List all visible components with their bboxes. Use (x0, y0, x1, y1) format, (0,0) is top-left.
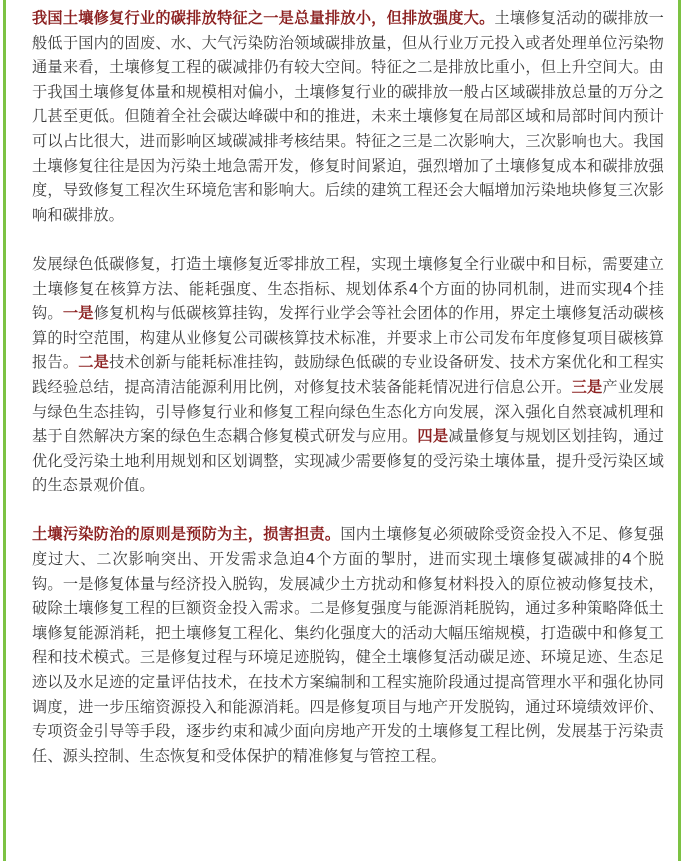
article-frame (3, 0, 681, 861)
paragraph-intro: 发展绿色低碳修复，打造土壤修复近零排放工程，实现土壤修复全行业碳中和目标，需要建立土壤修复在核算方法、能耗强度、生态指标、规划体系4个方面的协同机制，进而实现4个挂钩。 (32, 254, 664, 323)
point-text-1: 修复机构与低碳核算挂钩，发挥行业学会等社会团体的作用，界定土壤修复活动碳核算的时空范围，构建从业修复公司碳核算技术标准，并要求上市公司发布年度修复项目碳核算报告。 (32, 304, 664, 372)
paragraph-green-low-carbon (32, 252, 664, 498)
paragraph-text: 土壤修复活动的碳排放一般低于国内的固废、水、大气污染防治领域碳排放量，但从行业万元投入或者处理单位污染物通量来看，土壤修复工程的碳减排仍有较大空间。特征之二是排放比重小，但上升空间大。由于我国土壤修复体量和规模相对偏小，土壤修复行业的碳排放一般占区域碳排放总量的万分之几甚至更低。但随着全社会碳达峰碳中和的推进，未来土壤修复在局部区域和局部时间内预计可以占比很大，进而影响区域碳减排考核结果。特征之三是二次影响大，三次影响也大。我国土壤修复往往是因为污染土地急需开发，修复时间紧迫，强烈增加了土壤修复成本和碳排放强度，导致修复工程次生环境危害和影响大。后续的建筑工程还会大幅增加污染地块修复三次影响和碳排放。 (32, 9, 665, 224)
paragraph-lead-emphasis: 土壤污染防治的原则是预防为主，损害担责。 (32, 525, 341, 544)
point-marker-4: 四是 (417, 427, 449, 446)
paragraph-carbon-features (32, 6, 664, 227)
article-body (32, 6, 664, 768)
paragraph-prevention-principle (32, 522, 664, 768)
point-marker-2: 二是 (78, 353, 110, 372)
point-marker-3: 三是 (571, 377, 603, 396)
point-text-4: 减量修复与规划区划挂钩，通过优化受污染土地利用规划和区划调整，实现减少需要修复的受污染土壤体量，提升受污染区域的生态景观价值。 (32, 427, 664, 495)
point-text-3: 产业发展与绿色生态挂钩，引导修复行业和修复工程向绿色生态化方向发展，深入强化自然衰减机理和基于自然解决方案的绿色生态耦合修复模式研发与应用。 (32, 377, 664, 446)
point-marker-1: 一是 (62, 304, 94, 323)
point-text-2: 技术创新与能耗标准挂钩，鼓励绿色低碳的专业设备研发、技术方案优化和工程实践经验总结，提高清洁能源利用比例，对修复技术装备能耗情况进行信息公开。 (32, 353, 664, 396)
paragraph-lead-emphasis: 我国土壤修复行业的碳排放特征之一是总量排放小，但排放强度大。 (32, 9, 495, 27)
paragraph-text: 国内土壤修复必须破除受资金投入不足、修复强度过大、二次影响突出、开发需求急迫4个方面的掣肘，进而实现土壤修复碳减排的4个脱钩。一是修复体量与经济投入脱钩，发展减少土方扰动和修复材料投入的原位被动修复技术，破除土壤修复工程的巨额资金投入需求。二是修复强度与能源消耗脱钩，通过多种策略降低土壤修复能源消耗，把土壤修复工程化、集约化强度大的活动大幅压缩规模，打造碳中和修复工程和技术模式。三是修复过程与环境足迹脱钩，健全土壤修复活动碳足迹、环境足迹、生态足迹以及水足迹的定量评估技术，在技术方案编制和工程实施阶段通过提高管理水平和强化协同调度，进一步压缩资源投入和能源消耗。四是修复项目与地产开发脱钩，通过环境绩效评价、专项资金引导等手段，逐步约束和减少面向房地产开发的土壤修复工程比例，发展基于污染责任、源头控制、生态恢复和受体保护的精准修复与管控工程。 (32, 525, 664, 765)
